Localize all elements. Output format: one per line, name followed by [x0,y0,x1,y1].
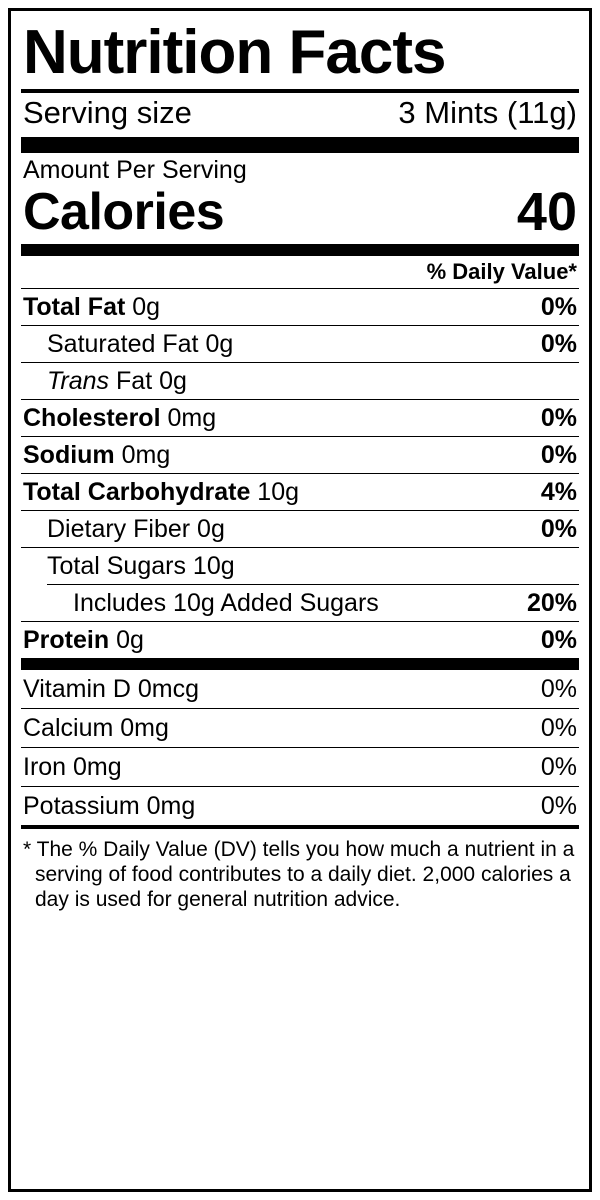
nutrient-dv: 4% [540,478,577,506]
calories-value: 40 [516,182,577,242]
nutrient-name: Cholesterol 0mg [23,404,217,432]
nutrient-name: Total Fat 0g [23,293,161,321]
vitamin-name: Vitamin D 0mcg [23,675,199,703]
vitamin-name: Potassium 0mg [23,792,196,820]
calories-label: Calories [23,183,225,241]
nutrient-dv: 0% [540,330,577,358]
nutrient-row-trans-fat [21,363,579,399]
divider-thick-3 [21,658,579,670]
serving-size-label: Serving size [23,95,192,130]
nutrient-row-total-carbohydrate [21,474,579,510]
vitamin-row-calcium [21,709,579,747]
nutrient-name: Dietary Fiber 0g [47,515,225,543]
nutrient-row-dietary-fiber [21,511,579,547]
nutrient-dv: 0% [540,441,577,469]
vitamin-dv: 0% [540,753,577,781]
vitamin-name: Calcium 0mg [23,714,169,742]
divider-thick [21,137,579,153]
serving-size-value: 3 Mints (11g) [398,95,577,130]
nutrient-dv: 0% [540,626,577,654]
nutrient-name: Includes 10g Added Sugars [73,589,379,617]
vitamin-dv: 0% [540,792,577,820]
nutrient-dv: 0% [540,515,577,543]
footnote-line-1: * The % Daily Value (DV) tells you how much a nutrient in a [23,838,575,861]
nutrient-row-added-sugars [21,585,579,621]
nutrient-row-saturated-fat [21,326,579,362]
daily-value-header: % Daily Value* [426,259,577,284]
nutrient-row-total-fat [21,289,579,325]
nutrition-facts-label [8,8,592,1192]
nutrient-row-protein [21,622,579,658]
nutrient-name: Sodium 0mg [23,441,171,469]
footnote [21,829,579,912]
footnote-line-2: serving of food contributes to a daily diet. 2,000 calories a [35,863,571,886]
nutrient-row-cholesterol [21,400,579,436]
vitamins-section [21,670,579,825]
nutrient-dv: 20% [526,589,577,617]
vitamin-dv: 0% [540,675,577,703]
nutrient-name: Total Sugars 10g [47,552,235,580]
footnote-line-3: day is used for general nutrition advice. [35,888,401,911]
divider-thick-2 [21,244,579,256]
page-title: Nutrition Facts [23,18,446,87]
amount-per-serving-label: Amount Per Serving [23,156,247,184]
calories-row [21,184,579,244]
nutrient-row-sodium [21,437,579,473]
nutrient-name: Trans Fat 0g [47,367,187,395]
vitamin-row-potassium [21,787,579,825]
vitamin-row-iron [21,748,579,786]
vitamin-name: Iron 0mg [23,753,122,781]
nutrient-name: Total Carbohydrate 10g [23,478,300,506]
nutrient-dv: 0% [540,293,577,321]
nutrient-name: Saturated Fat 0g [47,330,234,358]
nutrient-row-total-sugars [21,548,579,584]
vitamin-dv: 0% [540,714,577,742]
nutrient-dv: 0% [540,404,577,432]
nutrient-name: Protein 0g [23,626,144,654]
serving-size-row [21,93,579,137]
vitamin-row-vitamin-d [21,670,579,708]
